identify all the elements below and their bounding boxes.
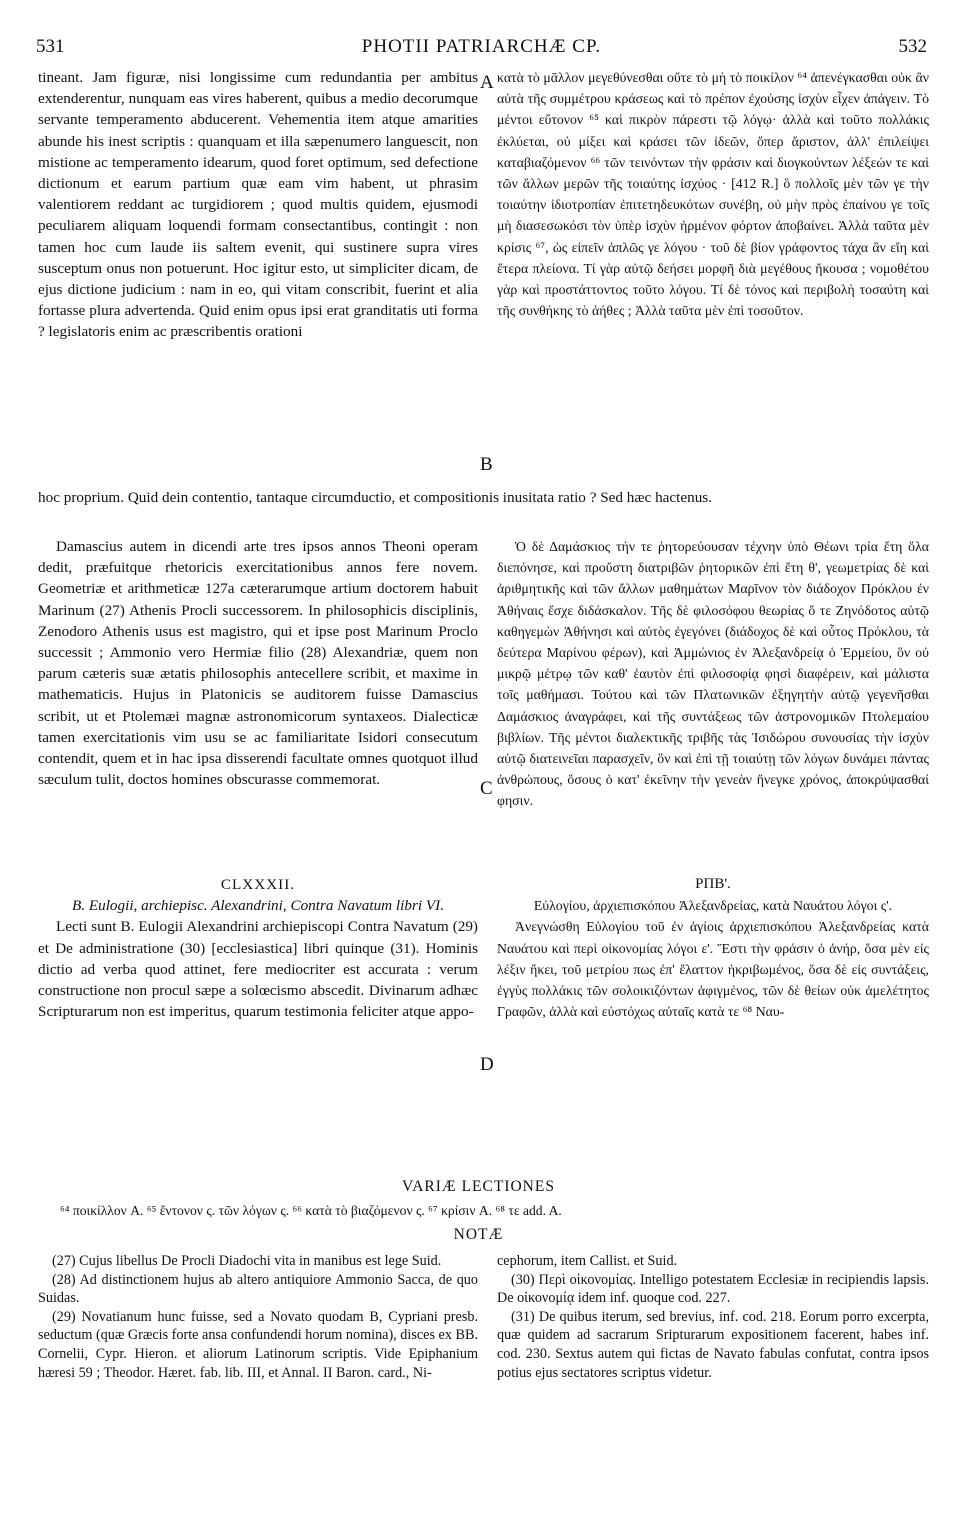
margin-letter-d: D (480, 1054, 494, 1075)
running-title: PHOTII PATRIARCHÆ CP. (361, 36, 602, 57)
greek-column-top (497, 67, 929, 321)
greek-section-text: Ἀνεγνώσθη Εὐλογίου τοῦ ἐν ἁγίοις ἀρχιεπισκόπου Ἀλεξανδρείας κατὰ Ναυάτου καὶ περὶ οἰκονομίας λόγοι ε'. Ἔστι τὴν φράσιν ὁ ἀνήρ, ὅσα μὲν εἰς λέξιν ἥκει, τοῦ μετρίου πως ἐπ' ἔλαττον ἠκριβωμένος, ὅσα δὲ εἰς συντάξεις, ἐγγὺς πολλάκις τῶν σολοικιζόντων ἀφιγμένος, τῶν δὲ θείων οὐκ ἀμελέτητος Γραφῶν, ἀλλὰ καὶ εὐστόχως αὐταῖς κατὰ τε ⁶⁸ Ναυ- (497, 919, 929, 1020)
variae-readings: ⁶⁴ ποικίλλον A. ⁶⁵ ἔντονον ς. τῶν λόγων ς. ⁶⁶ κατὰ τὸ βιαζόμενον ς. ⁶⁷ κρίσιν A. ⁶⁸ τε add. A. (60, 1203, 562, 1218)
greek-section-title: Εὐλογίου, ἀρχιεπισκόπου Ἀλεξανδρείας, κατὰ Ναυάτου λόγοι ς'. (533, 898, 893, 914)
latin-column-damascius (38, 536, 478, 790)
full-width-text: hoc proprium. Quid dein contentio, tantaque circumductio, et compositionis inusitata ratio ? Sed hæc hactenus. (38, 489, 712, 506)
greek-section-182 (497, 874, 929, 1022)
latin-column-top (38, 67, 478, 343)
full-width-line (38, 487, 931, 508)
greek-section-number: ΡΠΒ'. (695, 876, 731, 892)
margin-letter-c: C (480, 778, 493, 799)
note-29: (29) Novatianum hunc fuisse, sed a Novato quodam B, Cypriani presb. seductum (quæ Græcis forte ansa confundendi horum nomina), disces ex BB. Cornelii, Cypr. Hieron. et aliorum Latinorum scriptis. Vide Epiphanium hæresi 59 ; Theodor. Hæret. fab. lib. III, et Annal. II Baron. card., Ni- (38, 1308, 478, 1381)
note-29-continued: cephorum, item Callist. et Suid. (497, 1253, 678, 1269)
notes-right-column (497, 1252, 929, 1382)
latin-section-text: Lecti sunt B. Eulogii Alexandrini archiepiscopi Contra Navatum (29) et De administratione (30) [ecclesiastica] libri quinque (31). Hominis dictio ad verba quod attinet, fere mediocriter est accurata : verum constructione non procul sæpe a solœcismo abscedit. Divinarum adhæc Scripturarum non est imperitus, quarum testimonia feliciter atque appo- (38, 918, 478, 1021)
margin-letter-b: B (480, 454, 493, 475)
damascius-greek-paragraph: Ὁ δὲ Δαμάσκιος τήν τε ῥητορεύουσαν τέχνην ὑπὸ Θέωνι τρία ἔτη ὅλα διεπόνησε, καὶ προὔστη διατριβῶν ῥητορικῶν ἐπὶ ἔτη θ', γεωμετρίας δὲ καὶ ἀριθμητικῆς καὶ τῶν ἄλλων μαθημάτων Μαρῖνον τὸν διάδοχον Πρόκλου ἐν Ἀθήναις ἔσχε διδάσκαλον. Τῆς δὲ φιλοσόφου θεωρίας ὅ τε Ζηνόδοτος αὐτῷ καθηγεμὼν Ἀθήνησι καὶ αὐτὸς ἐγεγόνει (διάδοχος δὲ καὶ οὗτος Πρόκλου, τὰ δεύτερα Μαρίνου φέρων), καὶ Ἀμμώνιος ἐν Ἀλεξανδρείᾳ ὁ Ἑρμείου, ὃν οὐ μικρῷ μέτρῳ τῶν καθ' ἑαυτὸν ἐπὶ φιλοσοφίᾳ φησὶ διαφέρειν, καὶ μάλιστα τοῖς μαθήμασι. Τούτου καὶ τῶν Πλατωνικῶν ἐξηγητὴν αὐτῷ γεγενῆσθαι Δαμάσκιος ἀναγράφει, καὶ τῆς συντάξεως τῶν ἀστρονομικῶν Πτολεμαίου βιβλίων. Τῆς μέντοι διαλεκτικῆς τριβῆς τὰς Ἰσιδώρου συνουσίας τὴν ἰσχὺν αὐτῷ διατεινεῖαι παρασχεῖν, ὃν καὶ ἐπὶ τῇ τοιαύτῃ τῶν λόγων δυνάμει πάντας ἀνθρώπους, ὅσους ὁ κατ' ἐκεῖνην τὴν γενεὰν ἤνεγκε χρόνος, ἀποκρύψασθαί φησιν. (497, 539, 929, 809)
note-27: (27) Cujus libellus De Procli Diadochi vita in manibus est lege Suid. (52, 1253, 442, 1269)
latin-section-title: B. Eulogii, archiepisc. Alexandrini, Contra Navatum libri VI. (71, 897, 445, 915)
variae-heading: VARIÆ LECTIONES (402, 1178, 555, 1195)
damascius-latin-paragraph: Damascius autem in dicendi arte tres ipsos annos Theoni operam dedit, præfuitque rhetoricis exercitationibus annos fere novem. Geometriæ et arithmeticæ 127a cæterarumque artium doctorem habuit Marinum (27) Athenis Procli successorem. In philosophicis disciplinis, Zenodoro Athenis usus est magistro, qui et ipse post Marinum Proclo successit ; Ammonio vero Hermiæ filio (28) Alexandriæ, quem non parum cæteris suæ ætatis philosophis antecellere scribit, et maxime in mathematicis. Hujus in Platonicis se auditorem fuisse Damascius scribit, ut et Ptolemæi magnæ astronomicorum syntaxeos. Dialecticæ tamen exercitationis vim usu se ac familiaritate Isidori consecutum contendit, quem et in hac ipsa disserendi facultate omnes quotquot illud sæculum tulit, doctos homines obscurasse commemorat. (38, 538, 478, 789)
note-28: (28) Ad distinctionem hujus ab altero antiquiore Ammonio Sacca, de quo Suidas. (38, 1271, 478, 1307)
notes-left-column (38, 1252, 478, 1382)
right-page-number: 532 (898, 36, 927, 57)
margin-letter-a: A (480, 72, 494, 93)
note-30: (30) Περὶ οἰκονομίας. Intelligo potestatem Ecclesiæ in recipiendis lapsis. De οἰκονομίᾳ idem inf. quoque cod. 227. (497, 1271, 929, 1307)
left-page-number: 531 (36, 36, 65, 57)
greek-paragraph: κατὰ τὸ μᾶλλον μεγεθύνεσθαι οὔτε τὸ μὴ τὸ ποικίλον ⁶⁴ ἀπενέγκασθαι οὐκ ἂν αὐτὰ τῆς συμμέτρου κράσεως καὶ τὸ πρέπον ἐχούσης ἰσχὺν εἶχεν ἀπάγειν. Τὸ μέντοι εὔτονον ⁶⁵ καὶ πικρὸν πάρεστι τῷ λόγῳ· ἀλλὰ καὶ τοῦτο πολλάκις ἐκλύεται, οὐ μίξει καὶ κράσει τῶν ἰδεῶν, ὅπερ ἄριστον, ἀλλ' ἐπιλείψει καταβιαζόμενον ⁶⁶ τῶν τεινόντων τὴν φράσιν καὶ διογκούντων λέξεών τε καὶ τῶν ἄλλων μερῶν τῆς τοιαύτης ἰσχύος · [412 R.] ὃ πολλοῖς μὲν τῶν γε τὴν τοιαύτην ἰδιοτροπίαν ἐπιτετηδευκότων συνέβη, οὐ μὴν πρὸς ἐπαίνου γε τοῖς μὴ διασεσωκόσι τὸν ὑπὲρ ἰσχὺν ἠρμένον φόρτον ἀποβαίνει. Ἀλλὰ ταῦτα μὲν κρίσις ⁶⁷, ὡς εἰπεῖν ἁπλῶς γε λόγου · τοῦ δὲ βίον γράφοντος τάχα ἂν εἴη καὶ ἕτερα πλείονα. Τί γὰρ αὐτῷ δεήσει μορφῆ διὰ μεγέθους ἤκουσα ; νομοθέτου γὰρ καὶ προστάττοντος τοῦτο λόγου. Τί δὲ τόνος καὶ περιβολὴ τοσαύτη καὶ τῆς συνθήκης τὸ ἀήθες ; Ἀλλὰ ταῦτα μὲν ἐπὶ τοσοῦτον. (497, 70, 929, 319)
latin-section-number: CLXXXII. (220, 876, 296, 893)
greek-column-damascius (497, 536, 929, 812)
notae-heading: NOTÆ (453, 1226, 504, 1243)
latin-section-182 (38, 874, 478, 1022)
note-31: (31) De quibus iterum, sed brevius, inf. cod. 218. Eorum porro excerpta, quæ quidem ad sacrarum Sripturarum expositionem facerent, habes inf. cod. 230. Sextus autem qui fictas de Navato fabulas confutat, contra ipsos potius ejus sectatores scriptus videtur. (497, 1308, 929, 1381)
latin-paragraph: tineant. Jam figuræ, nisi longissime cum redundantia per ambitus extenderentur, nunquam eas vires haberent, quibus a medio decorumque servante temperamento abducerent. Vehementia item atque amarities abunde his inest scriptis : quanquam et illa sæpenumero languescit, non mistione ac temperamento idearum, quod foret optimum, sed defectione dictionum et earum partium quæ eam vim habent, ut phrasim valentiorem reddant ac turgidiorem ; quod multis quidem, ejusmodi peculiarem aliquam loquendi formam consectantibus, contingit : non tamen hoc cum laude iis saltem evenit, qui sustinere supra vires susceptum onus non potuerunt. Hoc igitur esto, ut simpliciter dicam, de ejus dictione judicium : nam in eo, qui vitam conscribit, fuerint et alia fortasse plura advertenda. Quid enim opus ipsi erat granditatis uti forma ? legislatoris enim ac præscribentis orationi (38, 69, 478, 341)
running-header (36, 36, 927, 62)
